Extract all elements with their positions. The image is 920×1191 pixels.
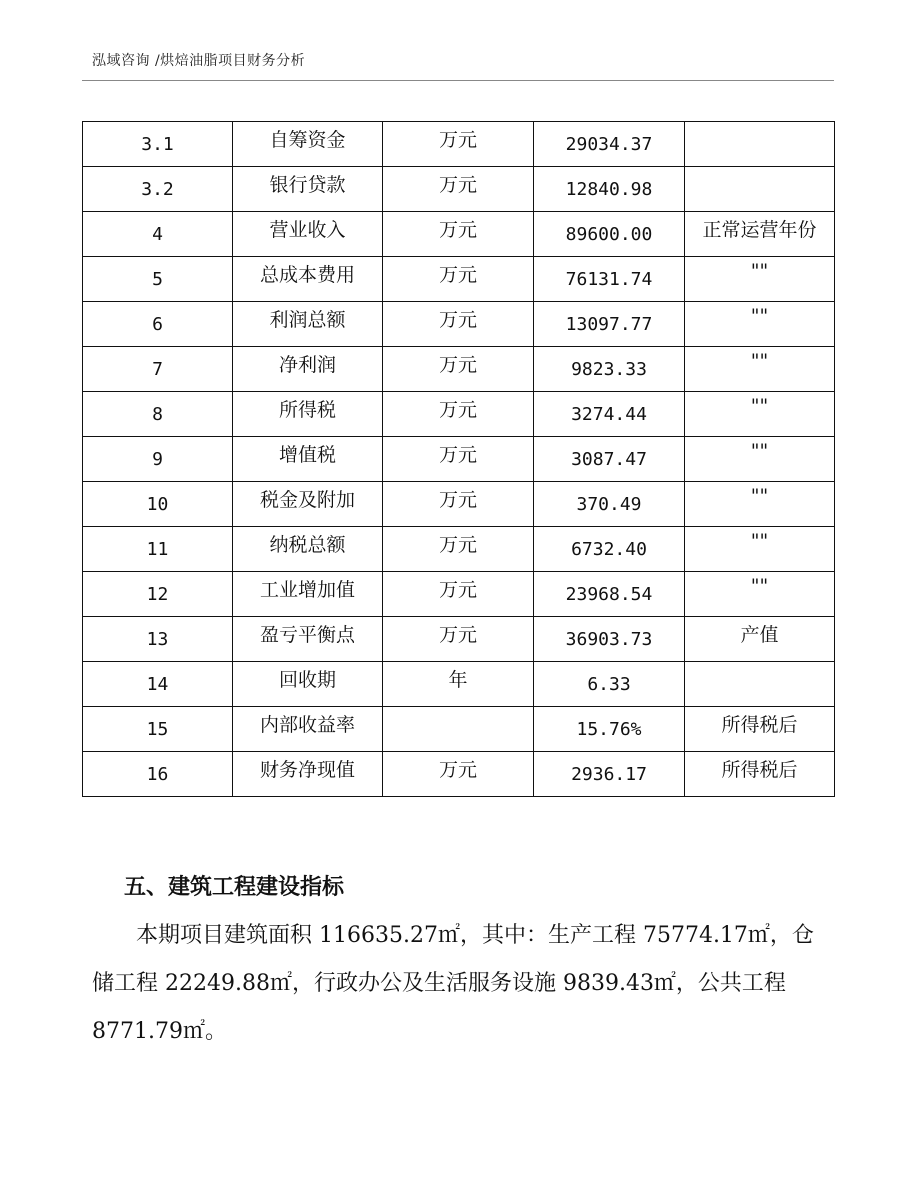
- row-value: 3087.47: [534, 437, 685, 482]
- row-index: 7: [83, 347, 233, 392]
- row-note: "": [685, 302, 835, 347]
- row-note: "": [685, 527, 835, 572]
- row-unit: 万元: [383, 257, 534, 302]
- row-note: [685, 167, 835, 212]
- row-value: 9823.33: [534, 347, 685, 392]
- row-unit: 年: [383, 662, 534, 707]
- row-note: 所得税后: [685, 707, 835, 752]
- table-row: [83, 392, 835, 437]
- row-name: 所得税: [233, 392, 383, 437]
- table-row: [83, 122, 835, 167]
- row-unit: 万元: [383, 167, 534, 212]
- table-row: [83, 212, 835, 257]
- row-index: 15: [83, 707, 233, 752]
- row-index: 14: [83, 662, 233, 707]
- row-name: 总成本费用: [233, 257, 383, 302]
- row-index: 10: [83, 482, 233, 527]
- row-unit: 万元: [383, 572, 534, 617]
- row-name: 银行贷款: [233, 167, 383, 212]
- row-value: 6.33: [534, 662, 685, 707]
- table-row: [83, 482, 835, 527]
- row-value: 36903.73: [534, 617, 685, 662]
- row-name: 内部收益率: [233, 707, 383, 752]
- row-unit: 万元: [383, 752, 534, 797]
- row-name: 税金及附加: [233, 482, 383, 527]
- row-note: 产值: [685, 617, 835, 662]
- row-note: 正常运营年份: [685, 212, 835, 257]
- row-name: 利润总额: [233, 302, 383, 347]
- row-value: 23968.54: [534, 572, 685, 617]
- row-note: "": [685, 347, 835, 392]
- building-indicators-paragraph: 本期项目建筑面积 116635.27㎡，其中：生产工程 75774.17㎡，仓储工程 22249.88㎡，行政办公及生活服务设施 9839.43㎡，公共工程 8771.79㎡。: [92, 923, 814, 1044]
- table-row: [83, 347, 835, 392]
- row-value: 3274.44: [534, 392, 685, 437]
- row-note: [685, 122, 835, 167]
- financial-indicators-table: [82, 121, 835, 797]
- row-name: 增值税: [233, 437, 383, 482]
- row-note: "": [685, 572, 835, 617]
- row-index: 9: [83, 437, 233, 482]
- row-index: 13: [83, 617, 233, 662]
- table-row: [83, 167, 835, 212]
- row-name: 自筹资金: [233, 122, 383, 167]
- row-unit: 万元: [383, 482, 534, 527]
- row-unit: 万元: [383, 302, 534, 347]
- row-value: 370.49: [534, 482, 685, 527]
- row-note: [685, 662, 835, 707]
- table-row: [83, 302, 835, 347]
- row-name: 工业增加值: [233, 572, 383, 617]
- page-header: 泓域咨询 /烘焙油脂项目财务分析: [92, 53, 306, 69]
- row-unit: 万元: [383, 122, 534, 167]
- row-unit: 万元: [383, 392, 534, 437]
- row-index: 3.1: [83, 122, 233, 167]
- row-name: 净利润: [233, 347, 383, 392]
- row-note: "": [685, 257, 835, 302]
- row-index: 11: [83, 527, 233, 572]
- row-index: 5: [83, 257, 233, 302]
- row-value: 76131.74: [534, 257, 685, 302]
- table-row: [83, 617, 835, 662]
- table-row: [83, 662, 835, 707]
- row-name: 财务净现值: [233, 752, 383, 797]
- table-row: [83, 572, 835, 617]
- row-value: 89600.00: [534, 212, 685, 257]
- row-unit: 万元: [383, 617, 534, 662]
- row-index: 3.2: [83, 167, 233, 212]
- row-note: 所得税后: [685, 752, 835, 797]
- table-row: [83, 437, 835, 482]
- table-row: [83, 707, 835, 752]
- row-index: 4: [83, 212, 233, 257]
- row-index: 16: [83, 752, 233, 797]
- row-value: 29034.37: [534, 122, 685, 167]
- table-row: [83, 257, 835, 302]
- row-note: "": [685, 437, 835, 482]
- row-index: 12: [83, 572, 233, 617]
- row-value: 12840.98: [534, 167, 685, 212]
- row-unit: 万元: [383, 527, 534, 572]
- row-index: 8: [83, 392, 233, 437]
- row-unit: 万元: [383, 437, 534, 482]
- row-note: "": [685, 392, 835, 437]
- row-name: 盈亏平衡点: [233, 617, 383, 662]
- table-body: [83, 122, 835, 797]
- row-value: 13097.77: [534, 302, 685, 347]
- row-name: 回收期: [233, 662, 383, 707]
- row-unit: 万元: [383, 212, 534, 257]
- row-name: 纳税总额: [233, 527, 383, 572]
- row-value: 6732.40: [534, 527, 685, 572]
- row-name: 营业收入: [233, 212, 383, 257]
- row-unit: 万元: [383, 347, 534, 392]
- table-row: [83, 527, 835, 572]
- row-unit: [383, 707, 534, 752]
- row-value: 15.76%: [534, 707, 685, 752]
- section-title: 五、建筑工程建设指标: [124, 875, 345, 900]
- row-value: 2936.17: [534, 752, 685, 797]
- row-note: "": [685, 482, 835, 527]
- header-divider: [82, 80, 834, 81]
- row-index: 6: [83, 302, 233, 347]
- table-row: [83, 752, 835, 797]
